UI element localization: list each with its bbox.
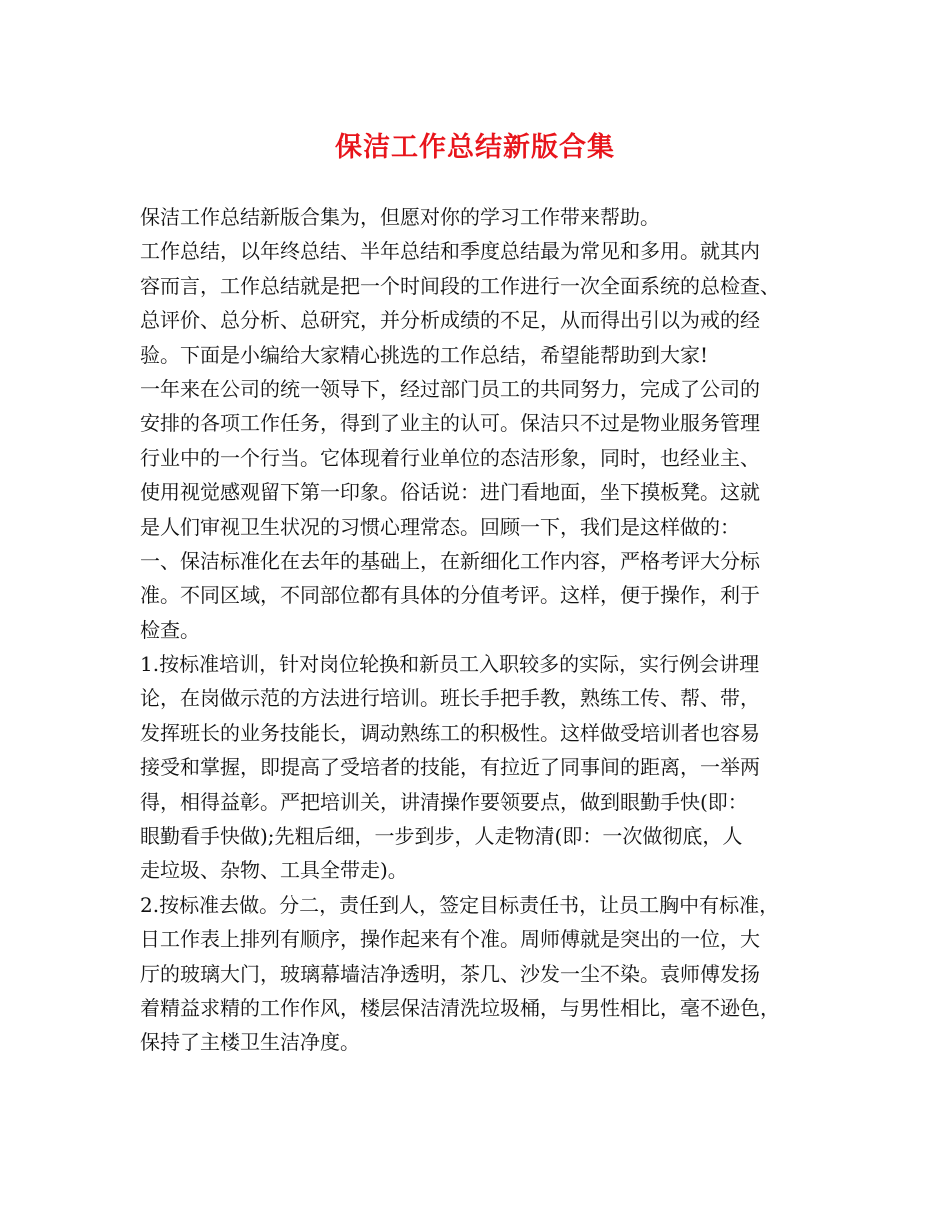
text-line: 保洁工作总结新版合集为，但愿对你的学习工作带来帮助。 — [140, 205, 660, 229]
text-line: 着精益求精的工作作风，楼层保洁清洗垃圾桶，与男性相比，毫不逊色， — [140, 995, 780, 1020]
text-line: 准。不同区域，不同部位都有具体的分值考评。这样，便于操作，利于 — [140, 583, 760, 608]
text-line: 走垃圾、杂物、工具全带走)。 — [140, 858, 408, 883]
document-body — [140, 200, 820, 1060]
text-line: 眼勤看手快做);先粗后细，一步到步，人走物清(即：一次做彻底，人 — [140, 824, 743, 849]
text-line: 保持了主楼卫生洁净度。 — [140, 1030, 360, 1055]
text-line: 总评价、总分析、总研究，并分析成绩的不足，从而得出引以为戒的经 — [140, 308, 760, 333]
text-line: 工作总结，以年终总结、半年总结和季度总结最为常见和多用。就其内 — [140, 239, 760, 264]
text-line: 使用视觉感观留下第一印象。俗话说：进门看地面，坐下摸板凳。这就 — [140, 480, 760, 505]
text-line: 接受和掌握，即提高了受培者的技能，有拉近了同事间的距离，一举两 — [140, 755, 760, 780]
text-line: 安排的各项工作任务，得到了业主的认可。保洁只不过是物业服务管理 — [140, 411, 760, 436]
text-line: 验。下面是小编给大家精心挑选的工作总结，希望能帮助到大家! — [140, 342, 709, 367]
text-line: 日工作表上排列有顺序，操作起来有个准。周师傅就是突出的一位，大 — [140, 927, 760, 952]
text-line: 厅的玻璃大门，玻璃幕墙洁净透明，茶几、沙发一尘不染。袁师傅发扬 — [140, 961, 760, 986]
document-title: 保洁工作总结新版合集 — [335, 132, 615, 163]
text-line: 行业中的一个行当。它体现着行业单位的态洁形象，同时，也经业主、 — [140, 445, 760, 470]
text-line: 一、保洁标准化在去年的基础上，在新细化工作内容，严格考评大分标 — [140, 548, 760, 573]
text-line: 论，在岗做示范的方法进行培训。班长手把手教，熟练工传、帮、带， — [140, 686, 760, 711]
text-line: 发挥班长的业务技能长，调动熟练工的积极性。这样做受培训者也容易 — [140, 720, 760, 745]
text-line: 得，相得益彰。严把培训关，讲清操作要领要点，做到眼勤手快(即： — [140, 789, 748, 814]
text-line: 1.按标准培训，针对岗位轮换和新员工入职较多的实际，实行例会讲理 — [140, 652, 760, 677]
text-line: 一年来在公司的统一领导下，经过部门员工的共同努力，完成了公司的 — [140, 376, 760, 401]
text-line: 是人们审视卫生状况的习惯心理常态。回顾一下，我们是这样做的： — [140, 514, 740, 539]
text-line: 容而言，工作总结就是把一个时间段的工作进行一次全面系统的总检查、 — [140, 273, 780, 298]
text-line: 2.按标准去做。分二，责任到人，签定目标责任书，让员工胸中有标准， — [140, 892, 780, 917]
text-line: 检查。 — [140, 617, 200, 642]
